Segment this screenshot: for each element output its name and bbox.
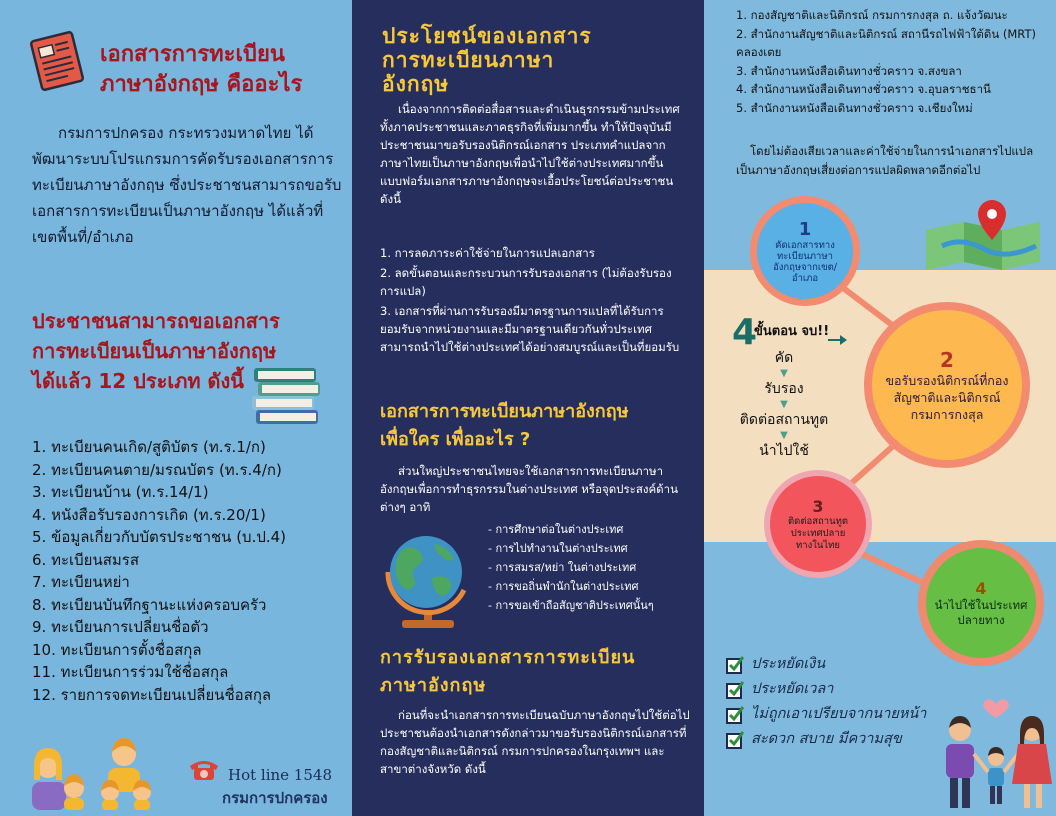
- benefits-list: [380, 244, 680, 358]
- step-circle-2: [864, 302, 1030, 468]
- steps-summary: [704, 348, 864, 461]
- books-icon: [250, 366, 326, 428]
- happy-family-icon: [940, 694, 1052, 812]
- step-word: ติดต่อสถานทูต: [739, 412, 829, 428]
- benefits-intro-paragraph: เนื่องจากการติดต่อสื่อสารและดำเนินธุรกรรมข้ามประเทศทั้งภาคประชาชนและภาคธุรกิจที่เพิ่มมากขึ้น ทำให้ปัจจุบันมีประชาชนมาขอรับรองนิติกรณ์เอกสาร ประเภทคำแปลจากภาษาไทยเป็นภาษาอังกฤษเพื่อนำไปใช้ต่างประเทศมากขึ้น แบบฟอร์มเอกสารภาษาอังกฤษจะเอื้อประโยชน์ต่อประชาชน ดังนี้: [380, 102, 680, 206]
- step-circle-1: [750, 196, 860, 306]
- checklist-item: [726, 702, 926, 727]
- arrow-down-icon: ▼: [780, 399, 788, 410]
- list-item: 11. ทะเบียนการร่วมใช้ชื่อสกุล: [32, 663, 229, 681]
- heading-line: การทะเบียนเป็นภาษาอังกฤษ: [32, 339, 277, 363]
- arrow-right-icon: [828, 334, 848, 346]
- heading-line: เอกสารการทะเบียนภาษาอังกฤษ: [380, 401, 629, 422]
- purpose-list: [488, 520, 654, 615]
- newspaper-icon: [28, 30, 86, 92]
- left-column: [0, 0, 352, 816]
- list-item: 3. สำนักงานหนังสือเดินทางชั่วคราว จ.สงขลา: [736, 63, 962, 78]
- list-item: 1. การลดภาระค่าใช้จ่ายในการแปลเอกสาร: [380, 246, 595, 260]
- department-name: กรมการปกครอง: [222, 789, 328, 807]
- purpose-paragraph: ส่วนใหญ่ประชาชนไทยจะใช้เอกสารการทะเบียนภาษาอังกฤษเพื่อการทำธุรกรรมในต่างประเทศ หรือจุดประสงค์ด้านต่างๆ อาทิ: [380, 464, 678, 514]
- list-item: 3. ทะเบียนบ้าน (ท.ร.14/1): [32, 483, 209, 501]
- step-number: 3: [812, 496, 824, 516]
- right-column: [704, 0, 1056, 816]
- list-item: 2. สำนักงานสัญชาติและนิติกรณ์ สถานีรถไฟฟ้าใต้ดิน (MRT) คลองเตย: [736, 26, 1036, 60]
- list-item: 9. ทะเบียนการเปลี่ยนชื่อตัว: [32, 618, 209, 636]
- step-circle-3: [764, 470, 872, 578]
- list-item: 5. ข้อมูลเกี่ยวกับบัตรประชาชน (บ.ป.4): [32, 528, 287, 546]
- checklist-item: [726, 652, 926, 677]
- step-circle-4: [918, 540, 1044, 666]
- list-item: - การสมรส/หย่า ในต่างประเทศ: [488, 561, 637, 574]
- checklist-item: [726, 677, 926, 702]
- heading-line: เพื่อใคร เพื่ออะไร ?: [380, 429, 531, 450]
- list-item: 3. เอกสารที่ผ่านการรับรองมีมาตรฐานการแปลที่ได้รับการยอมรับจากหน่วยงานและมีมาตรฐานเดียวกันทั่วประเทศ สามารถนำไปใช้ต่างประเทศได้อย่างสมบูรณ์และเป็นที่ยอมรับ: [380, 304, 680, 354]
- benefits-heading: [382, 24, 682, 96]
- list-item: 4. หนังสือรับรองการเกิด (ท.ร.20/1): [32, 505, 266, 524]
- middle-column: [352, 0, 704, 816]
- step-label: นำไปใช้ในประเทศปลายทาง: [934, 597, 1028, 627]
- certification-paragraph: ก่อนที่จะนำเอกสารการทะเบียนฉบับภาษาอังกฤษไปใช้ต่อไป ประชาชนต้องนำเอกสารดังกล่าวมาขอรับรองนิติกรณ์เอกสารที่กองสัญชาติและนิติกรณ์ กรมการปกครองในกรุงเทพฯ และสาขาต่างจังหวัด ดังนี้: [380, 708, 690, 776]
- checklist-label: ประหยัดเงิน: [751, 656, 826, 672]
- hotline-text: Hot line 1548: [228, 766, 332, 784]
- heading-line: ภาษาอังกฤษ: [380, 675, 487, 696]
- left-title-line: ภาษาอังกฤษ คืออะไร: [100, 72, 303, 97]
- list-item: 6. ทะเบียนสมรส: [32, 550, 139, 569]
- list-item: - การขอถิ่นพำนักในต่างประเทศ: [488, 580, 639, 593]
- heading-line: ประโยชน์ของเอกสาร: [382, 24, 592, 48]
- checklist-label: ไม่ถูกเอาเปรียบจากนายหน้า: [751, 706, 927, 722]
- step-label: ติดต่อสถานทูตประเทศปลายทางในไทย: [787, 515, 849, 551]
- steps-big-number: 4: [732, 312, 758, 353]
- left-title-line: เอกสารการทะเบียน: [100, 42, 285, 67]
- checkbox-checked-icon: [726, 731, 744, 749]
- list-item: - การไปทำงานในต่างประเทศ: [488, 542, 628, 555]
- step-word: คัด: [774, 350, 794, 366]
- list-item: 10. ทะเบียนการตั้งชื่อสกุล: [32, 640, 202, 659]
- heading-line: การรับรองเอกสารการทะเบียน: [380, 647, 636, 668]
- list-item: 2. ทะเบียนคนตาย/มรณบัตร (ท.ร.4/ก): [32, 460, 282, 479]
- list-item: 4. สำนักงานหนังสือเดินทางชั่วคราว จ.อุบลราชธานี: [736, 82, 991, 97]
- purpose-heading: [380, 398, 690, 454]
- document-types-list: [32, 436, 286, 706]
- heading-line: ประชาชนสามารถขอเอกสาร: [32, 309, 280, 333]
- list-item: 12. รายการจดทะเบียนเปลี่ยนชื่อสกุล: [32, 685, 272, 704]
- checklist-item: [726, 727, 926, 752]
- checklist-label: สะดวก สบาย มีความสุข: [751, 731, 902, 747]
- list-item: - การขอเข้าถือสัญชาติประเทศนั้นๆ: [488, 599, 654, 612]
- step-word: รับรอง: [764, 381, 804, 397]
- list-item: 2. ลดขั้นตอนและกระบวนการรับรองเอกสาร (ไม่ต้องรับรองการแปล): [380, 266, 672, 298]
- arrow-down-icon: ▼: [780, 368, 788, 379]
- list-item: - การศึกษาต่อในต่างประเทศ: [488, 523, 624, 536]
- step-number: 2: [940, 347, 954, 372]
- list-item: 5. สำนักงานหนังสือเดินทางชั่วคราว จ.เชียงใหม่: [736, 100, 973, 115]
- step-number: 4: [975, 578, 987, 598]
- list-item: 7. ทะเบียนหย่า: [32, 573, 130, 591]
- heading-line: ได้แล้ว 12 ประเภท ดังนี้: [32, 369, 244, 393]
- checklist-label: ประหยัดเวลา: [751, 681, 834, 697]
- heading-line: อังกฤษ: [382, 72, 450, 96]
- step-label: ขอรับรองนิติกรณ์ที่กองสัญชาติและนิติกรณ์ กรมการกงสุล: [885, 372, 1009, 422]
- heading-line: การทะเบียนภาษา: [382, 48, 555, 72]
- arrow-down-icon: ▼: [780, 430, 788, 441]
- step-label: คัดเอกสารทางทะเบียนภาษาอังกฤษจากเขต/อำเภอ: [773, 239, 837, 284]
- checkbox-checked-icon: [726, 706, 744, 724]
- checkbox-checked-icon: [726, 656, 744, 674]
- office-note: โดยไม่ต้องเสียเวลาและค่าใช้จ่ายในการนำเอกสารไปแปลเป็นภาษาอังกฤษเสี่ยงต่อการแปลผิดพลาดอีกต่อไป: [736, 144, 1034, 177]
- step-word: นำไปใช้: [759, 443, 809, 459]
- family-icon: [26, 736, 166, 810]
- steps-title: ขั้นตอน จบ!!: [754, 324, 830, 339]
- advantages-checklist: [726, 652, 926, 752]
- certification-heading: [380, 644, 700, 700]
- left-intro-paragraph: กรมการปกครอง กระทรวงมหาดไทย ได้พัฒนาระบบโปรแกรมการคัดรับรองเอกสารการทะเบียนภาษาอังกฤษ ซึ่งประชาชนสามารถขอรับเอกสารการทะเบียนเป็นภาษาอังกฤษ ได้แล้วที่เขตพื้นที่/อำเภอ: [32, 124, 342, 246]
- left-title: [100, 40, 302, 100]
- list-item: 8. ทะเบียนบันทึกฐานะแห่งครอบครัว: [32, 595, 267, 614]
- step-number: 1: [798, 218, 812, 240]
- list-item: 1. กองสัญชาติและนิติกรณ์ กรมการกงสุล ถ. แจ้งวัฒนะ: [736, 8, 1008, 22]
- globe-icon: [372, 526, 484, 630]
- telephone-icon: [188, 756, 220, 782]
- checkbox-checked-icon: [726, 681, 744, 699]
- list-item: 1. ทะเบียนคนเกิด/สูติบัตร (ท.ร.1/ก): [32, 438, 266, 456]
